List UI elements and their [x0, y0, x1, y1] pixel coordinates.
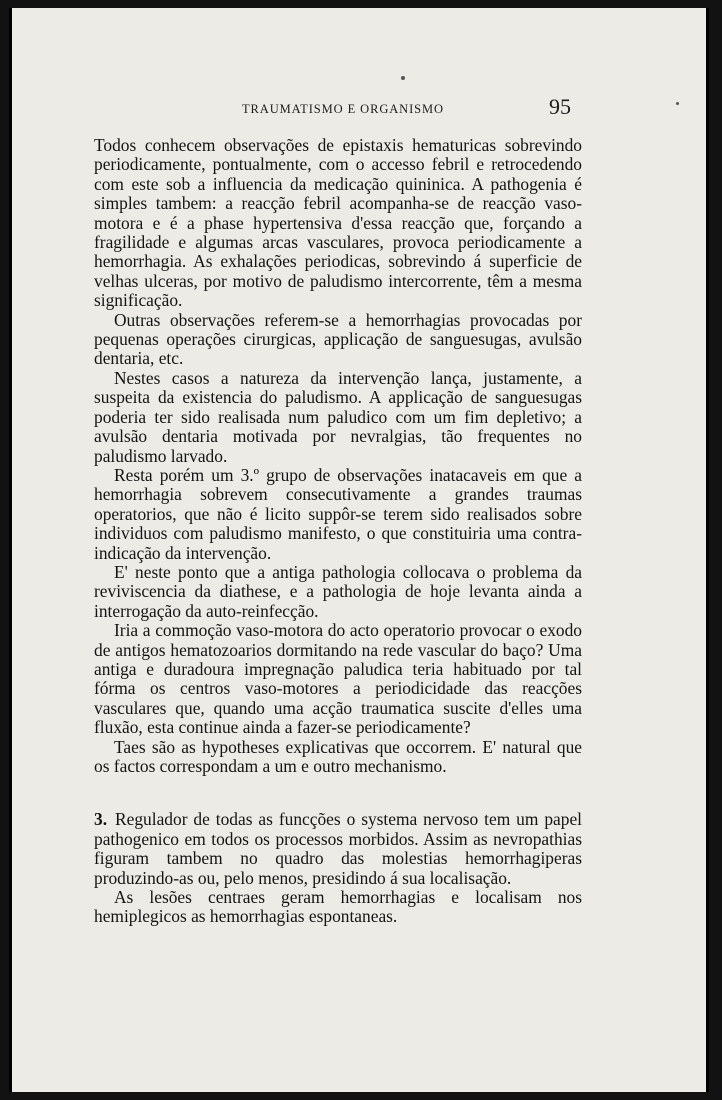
body-text [94, 136, 582, 927]
page-header [12, 94, 712, 124]
paragraph: E' neste ponto que a antiga pathologia collocava o problema da reviviscencia da diathese, e a pathologia de hoje levanta ainda a interrogação da auto-reinfecção. [94, 561, 582, 621]
running-title: TRAUMATISMO E ORGANISMO [242, 102, 444, 116]
paragraph: Iria a commoção vaso-motora do acto operatorio provocar o exodo de antigos hematozoarios dormitando na rede vascular do baço? Uma antiga e duradoura impregnação paludica teria habituado por tal fórma os centros vaso-motores a periodicidade das reacções vasculares que, quando uma acção traumatica suscite d'elles uma fluxão, esta continue ainda a fazer-se periodicamente? [94, 620, 582, 738]
section-text: Regulador de todas as funcções o systema nervoso tem um papel pathogenico em todos os processos morbidos. Assim as nevropathias figuram tambem no quadro das molestias hemorrhagiperas produzindo-as ou, pelo menos, presidindo á sua localisação. [94, 809, 582, 888]
page-number: 95 [549, 94, 571, 119]
paragraph: As lesões centraes geram hemorrhagias e localisam nos hemiplegicos as hemorrhagias espontaneas. [94, 887, 582, 927]
section-paragraph [94, 810, 582, 888]
paragraph: Taes são as hypotheses explicativas que occorrem. E' natural que os factos correspondam a um e outro mechanismo. [94, 736, 582, 776]
paragraph: Outras observações referem-se a hemorrhagias provocadas por pequenas operações cirurgicas, applicação de sanguesugas, avulsão dentaria, etc. [94, 309, 582, 369]
book-page [9, 8, 709, 1092]
section-number: 3. [94, 809, 108, 830]
paragraph: Nestes casos a natureza da intervenção lança, justamente, a suspeita da existencia do paludismo. A applicação de sanguesugas poderia ter sido realisada num paludico com um fim depletivo; a avulsão dentaria motivada por nevralgias, tão frequentes no paludismo larvado. [94, 367, 582, 466]
paragraph: Todos conhecem observações de epistaxis hematuricas sobrevindo periodicamente, pontualmente, com o accesso febril e retrocedendo com este sob a influencia da medicação quininica. A pathogenia é simples tambem: a reacção febril acompanha-se de reacção vaso-motora e é a phase hypertensiva d'essa reacção que, forçando a fragilidade e algumas arcas vasculares, provoca periodicamente a hemorrhagia. As exhalações periodicas, sobrevindo á superficie de velhas ulceras, por motivo de paludismo intercorrente, têm a mesma significação. [94, 135, 582, 311]
paragraph: Resta porém um 3.º grupo de observações inatacaveis em que a hemorrhagia sobrevem consecutivamente a grandes traumas operatorios, que não é licito suppôr-se terem sido realisados sobre individuos com paludismo manifesto, o que constituiria uma contra-indicação da intervenção. [94, 464, 582, 563]
ink-speck [401, 76, 405, 80]
